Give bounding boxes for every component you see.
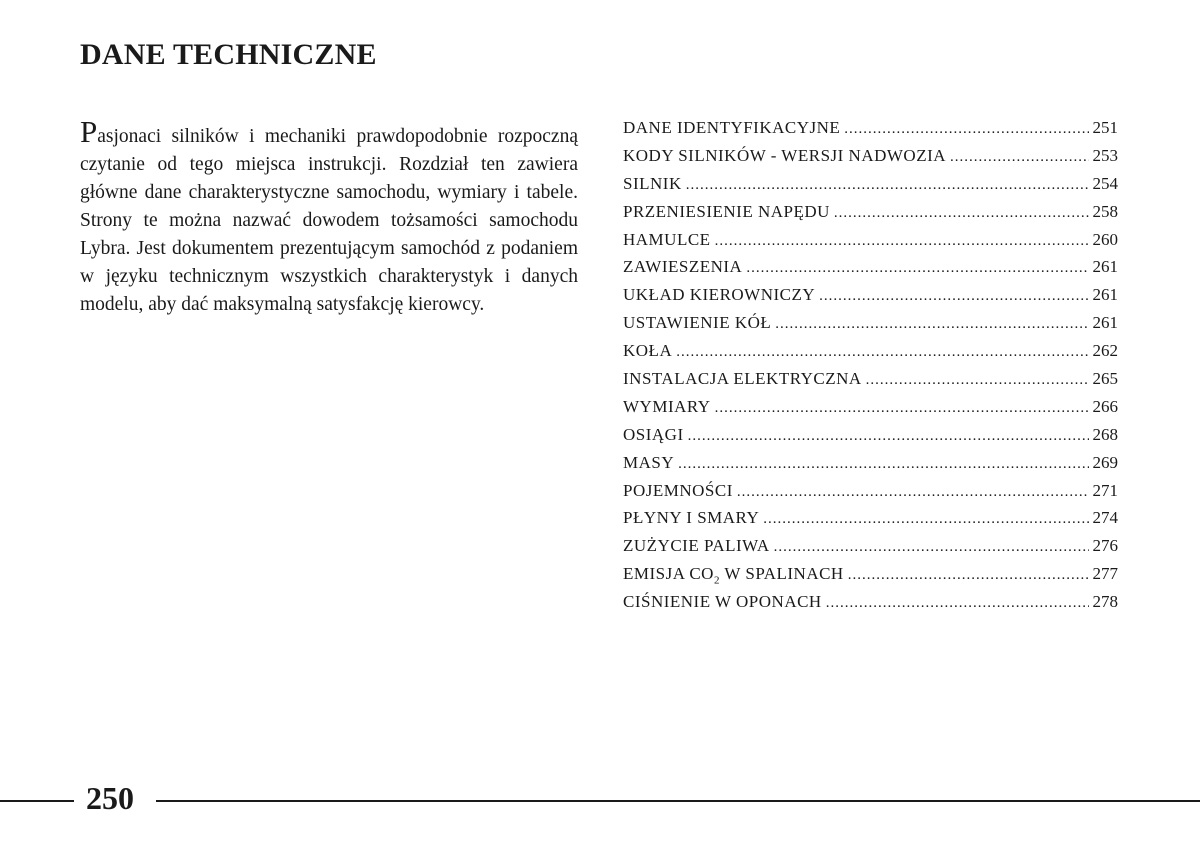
toc-page: 253 xyxy=(1092,145,1118,165)
toc-label-subscript: 2 xyxy=(713,574,720,587)
page-title: DANE TECHNICZNE xyxy=(80,38,377,71)
drop-cap: P xyxy=(80,114,98,149)
toc-page: 271 xyxy=(1092,480,1118,500)
toc-item[interactable] xyxy=(623,369,1118,397)
toc-leader xyxy=(686,177,1089,194)
toc-page: 266 xyxy=(1092,396,1118,416)
toc-label: MASY xyxy=(623,452,675,472)
toc-label: ZUŻYCIE PALIWA xyxy=(623,536,770,556)
toc-label: HAMULCE xyxy=(623,229,711,249)
toc-label: WYMIARY xyxy=(623,396,711,416)
toc-label: POJEMNOŚCI xyxy=(623,480,733,500)
toc-leader xyxy=(737,484,1089,501)
toc-page: 277 xyxy=(1092,564,1118,584)
toc-label: OSIĄGI xyxy=(623,424,684,444)
toc-item[interactable] xyxy=(623,202,1118,230)
toc-label: USTAWIENIE KÓŁ xyxy=(623,313,772,333)
toc-page: 261 xyxy=(1092,257,1118,277)
toc-leader xyxy=(848,567,1089,584)
toc-item[interactable] xyxy=(623,341,1118,369)
toc-item[interactable] xyxy=(623,481,1118,509)
toc-label: DANE IDENTYFIKACYJNE xyxy=(623,118,841,137)
toc-page: 268 xyxy=(1092,424,1118,444)
toc-leader xyxy=(866,372,1089,389)
toc-page: 262 xyxy=(1092,341,1118,361)
toc-leader xyxy=(715,400,1089,417)
toc-leader xyxy=(844,121,1088,138)
toc-leader xyxy=(834,205,1089,222)
toc-leader xyxy=(775,316,1088,333)
toc-item[interactable] xyxy=(623,592,1118,620)
toc-label: CIŚNIENIE W OPONACH xyxy=(623,592,822,612)
toc-leader xyxy=(678,456,1088,473)
toc-leader xyxy=(819,288,1088,305)
toc-label: INSTALACJA ELEKTRYCZNA xyxy=(623,369,862,389)
toc-label: ZAWIESZENIA xyxy=(623,257,743,277)
toc-label xyxy=(623,564,844,586)
toc-item[interactable] xyxy=(623,564,1118,592)
table-of-contents xyxy=(623,118,1118,620)
toc-label: SILNIK xyxy=(623,173,682,193)
toc-label: PRZENIESIENIE NAPĘDU xyxy=(623,201,830,221)
toc-label-rest: W SPALINACH xyxy=(719,564,844,584)
toc-item[interactable] xyxy=(623,397,1118,425)
toc-page: 251 xyxy=(1092,118,1118,137)
toc-page: 258 xyxy=(1092,201,1118,221)
toc-label: PŁYNY I SMARY xyxy=(623,508,760,528)
toc-item[interactable] xyxy=(623,508,1118,536)
toc-page: 254 xyxy=(1092,173,1118,193)
toc-page: 261 xyxy=(1092,313,1118,333)
toc-item[interactable] xyxy=(623,174,1118,202)
toc-item[interactable] xyxy=(623,257,1118,285)
toc-leader xyxy=(715,233,1089,250)
toc-leader xyxy=(950,149,1088,166)
toc-item[interactable] xyxy=(623,453,1118,481)
toc-leader xyxy=(826,595,1089,612)
toc-label: KOŁA xyxy=(623,341,673,361)
intro-paragraph xyxy=(80,114,578,319)
toc-page: 265 xyxy=(1092,369,1118,389)
toc-label: UKŁAD KIEROWNICZY xyxy=(623,285,816,305)
toc-page: 278 xyxy=(1092,592,1118,612)
toc-item[interactable] xyxy=(623,313,1118,341)
toc-leader xyxy=(774,539,1089,556)
toc-item[interactable] xyxy=(623,425,1118,453)
toc-label-main: EMISJA CO xyxy=(623,564,714,584)
toc-page: 269 xyxy=(1092,452,1118,472)
toc-page: 274 xyxy=(1092,508,1118,528)
toc-item[interactable] xyxy=(623,118,1118,146)
toc-leader xyxy=(763,511,1088,528)
toc-page: 260 xyxy=(1092,229,1118,249)
footer-rule-right xyxy=(156,800,1200,802)
toc-page: 276 xyxy=(1092,536,1118,556)
toc-page: 261 xyxy=(1092,285,1118,305)
intro-text: asjonaci silników i mechaniki prawdopodobnie rozpoczną czytanie od tego miejsca instrukcji. Rozdział ten zawiera główne dane charakterystyczne samochodu, wymiary i tabele. Strony te można nazwać dowodem tożsamości samochodu Lybra. Jest dokumentem prezentującym samochód z podaniem w języku technicznym wszystkich charakterystyk i danych modelu, aby dać maksymalną satysfakcję kierowcy. xyxy=(80,126,578,315)
footer-rule-left xyxy=(0,800,74,802)
toc-item[interactable] xyxy=(623,285,1118,313)
toc-leader xyxy=(746,260,1088,277)
page-number: 250 xyxy=(86,780,134,816)
toc-item[interactable] xyxy=(623,146,1118,174)
toc-item[interactable] xyxy=(623,536,1118,564)
toc-leader xyxy=(676,344,1088,361)
toc-label: KODY SILNIKÓW - WERSJI NADWOZIA xyxy=(623,145,947,165)
toc-item[interactable] xyxy=(623,230,1118,258)
toc-leader xyxy=(688,428,1089,445)
